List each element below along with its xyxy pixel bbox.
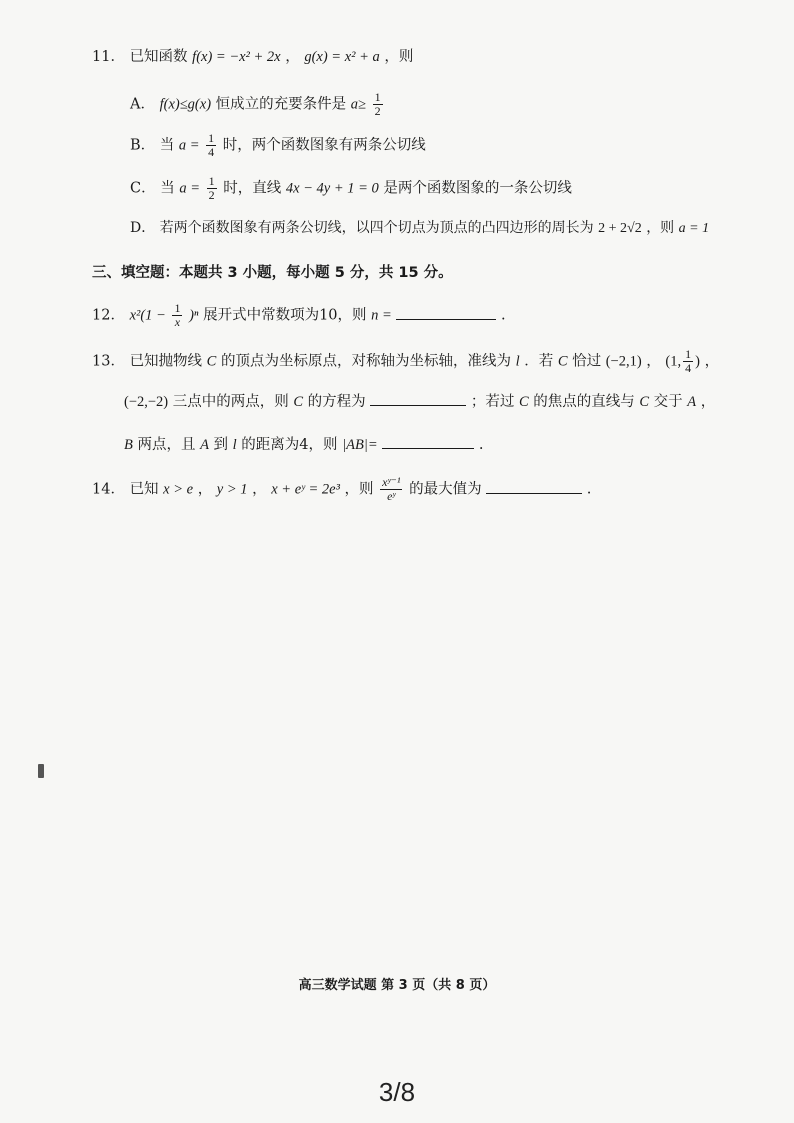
- q12-fraction: [172, 302, 182, 329]
- fraction-denominator: x: [174, 315, 181, 329]
- option-c-fraction: [207, 175, 217, 202]
- q12-expr-pre: x²(1 −: [129, 307, 166, 324]
- q13-text: 的顶点为坐标原点，对称轴为坐标轴，准线为: [220, 353, 511, 370]
- fraction-denominator: 4: [208, 145, 215, 159]
- q13-text: 恰过: [572, 353, 602, 370]
- page-footer: 高三数学试题 第 3 页（共 8 页）: [298, 978, 496, 993]
- fraction-denominator: eʸ: [387, 489, 396, 503]
- option-b-label: B．: [130, 137, 156, 154]
- q14-condition-1: x > e: [163, 481, 194, 498]
- q13-ab-length: |AB|=: [342, 437, 378, 453]
- option-a-condition: a≥: [350, 96, 366, 113]
- q13-text: 的方程为: [307, 394, 366, 410]
- option-c-pre: 当: [160, 180, 175, 197]
- q13-point-2-pre: (1,: [665, 353, 682, 370]
- q12-end: .: [501, 307, 506, 324]
- option-a-text: 恒成立的充要条件是: [215, 96, 347, 113]
- q11-option-b: [130, 132, 426, 159]
- q11-option-c: [130, 175, 572, 202]
- q13-text: 的距离为4，则: [241, 437, 338, 453]
- option-c-line: 4x − 4y + 1 = 0: [285, 180, 379, 197]
- q11-stem: [92, 47, 413, 67]
- q13-end: .: [478, 437, 484, 453]
- q14-fraction: [380, 476, 402, 503]
- option-d-text: 若两个函数图象有两条公切线，以四个切点为顶点的凸四边形的周长为: [159, 220, 594, 236]
- fraction-denominator: 2: [208, 188, 215, 202]
- option-b-fraction: [206, 132, 216, 159]
- fraction-numerator: 1: [208, 131, 215, 145]
- q12: [92, 302, 506, 329]
- q12-text: 展开式中常数项为10，则: [203, 307, 367, 324]
- q13-answer-blank-2[interactable]: [382, 434, 474, 449]
- option-c-text1: 时，直线: [223, 180, 282, 197]
- q14-condition-3: x + eʸ = 2e³: [271, 481, 340, 498]
- q13-line-2: [124, 391, 715, 412]
- q13-line-3: [124, 434, 483, 455]
- q14-text: 已知: [129, 481, 159, 498]
- q13-text: 的焦点的直线与: [533, 394, 635, 410]
- q12-expr-post: )ⁿ: [189, 307, 199, 324]
- q14-text: ，: [197, 481, 213, 498]
- q13-curve-c: C: [639, 394, 650, 410]
- option-c-text2: 是两个函数图象的一条公切线: [383, 180, 572, 197]
- q12-var: n =: [371, 307, 392, 324]
- fraction-denominator: 4: [685, 361, 692, 375]
- q14-number: 14．: [92, 481, 125, 498]
- q13-text: ．若: [524, 353, 554, 370]
- option-d-label: D．: [130, 220, 156, 236]
- option-b-pre: 当: [159, 137, 175, 154]
- q14-text: 的最大值为: [409, 481, 482, 498]
- q11-separator: ，: [285, 49, 300, 65]
- q13-point-2-fraction: [683, 348, 693, 375]
- q12-answer-blank[interactable]: [396, 305, 496, 320]
- option-d-perimeter: 2 + 2√2: [598, 221, 642, 236]
- q13-text: 三点中的两点，则: [172, 394, 289, 410]
- q13-directrix-l: l: [515, 353, 520, 370]
- q14-condition-2: y > 1: [216, 481, 248, 498]
- fraction-numerator: 1: [374, 90, 381, 104]
- page-number: 3/8: [378, 1077, 416, 1107]
- option-a-fraction: [373, 91, 383, 118]
- q13-point-a: A: [200, 437, 209, 453]
- option-c-var: a =: [179, 180, 200, 197]
- q13-curve-c: C: [206, 353, 217, 370]
- option-a-inequality: f(x)≤g(x): [159, 96, 212, 113]
- q11-f-definition: f(x) = −x² + 2x: [192, 49, 281, 65]
- q13-text: 两点，且: [137, 437, 196, 453]
- q12-number: 12．: [92, 307, 125, 324]
- scan-artifact: [38, 764, 44, 778]
- q13-text: 交于: [653, 394, 683, 410]
- q13-point-a: A: [687, 394, 697, 410]
- q13-line-1: [92, 348, 719, 375]
- option-d-end: ，则: [646, 220, 675, 236]
- q14-text: ，则: [344, 481, 374, 498]
- q11-option-a: [130, 91, 385, 118]
- q13-directrix-l: l: [232, 437, 237, 453]
- q13-text: 到: [213, 437, 229, 453]
- q14-end: .: [586, 481, 592, 498]
- q14-text: ，: [252, 481, 267, 498]
- q11-option-d: [130, 218, 709, 239]
- q13-curve-c: C: [293, 394, 304, 410]
- option-c-label: C．: [130, 180, 156, 197]
- fraction-numerator: 1: [685, 347, 692, 361]
- q13-point-3: (−2,−2): [124, 394, 169, 410]
- option-b-text: 时，两个函数图象有两条公切线: [222, 137, 426, 154]
- q13-curve-c: C: [518, 394, 529, 410]
- fraction-numerator: xʸ⁻¹: [382, 475, 401, 489]
- q14-answer-blank[interactable]: [486, 479, 582, 494]
- q13-point-1: (−2,1): [605, 353, 642, 370]
- fraction-numerator: 1: [208, 174, 215, 188]
- q13-text: ，: [704, 353, 720, 370]
- q14: [92, 476, 591, 503]
- option-a-label: A．: [130, 96, 155, 113]
- q13-text: ，: [700, 394, 716, 410]
- q13-point-2-post: ): [695, 353, 700, 370]
- q11-stem-end: ，则: [384, 49, 414, 65]
- fraction-numerator: 1: [174, 301, 181, 315]
- q13-curve-c: C: [557, 353, 568, 370]
- q11-g-definition: g(x) = x² + a: [304, 49, 380, 65]
- q13-text: 已知抛物线: [129, 353, 203, 370]
- q13-text: ，: [646, 353, 661, 370]
- fraction-denominator: 2: [374, 104, 381, 118]
- q13-answer-blank-1[interactable]: [370, 391, 466, 406]
- section-heading: 三、填空题：本题共 3 小题，每小题 5 分，共 15 分。: [92, 265, 453, 281]
- q11-stem-text: 已知函数: [129, 49, 188, 65]
- q11-number: 11．: [92, 49, 125, 65]
- q13-text: ；若过: [470, 394, 515, 410]
- option-d-result: a = 1: [678, 221, 710, 236]
- option-b-var: a =: [178, 137, 200, 154]
- q13-number: 13．: [92, 353, 125, 370]
- q13-point-b: B: [124, 437, 133, 453]
